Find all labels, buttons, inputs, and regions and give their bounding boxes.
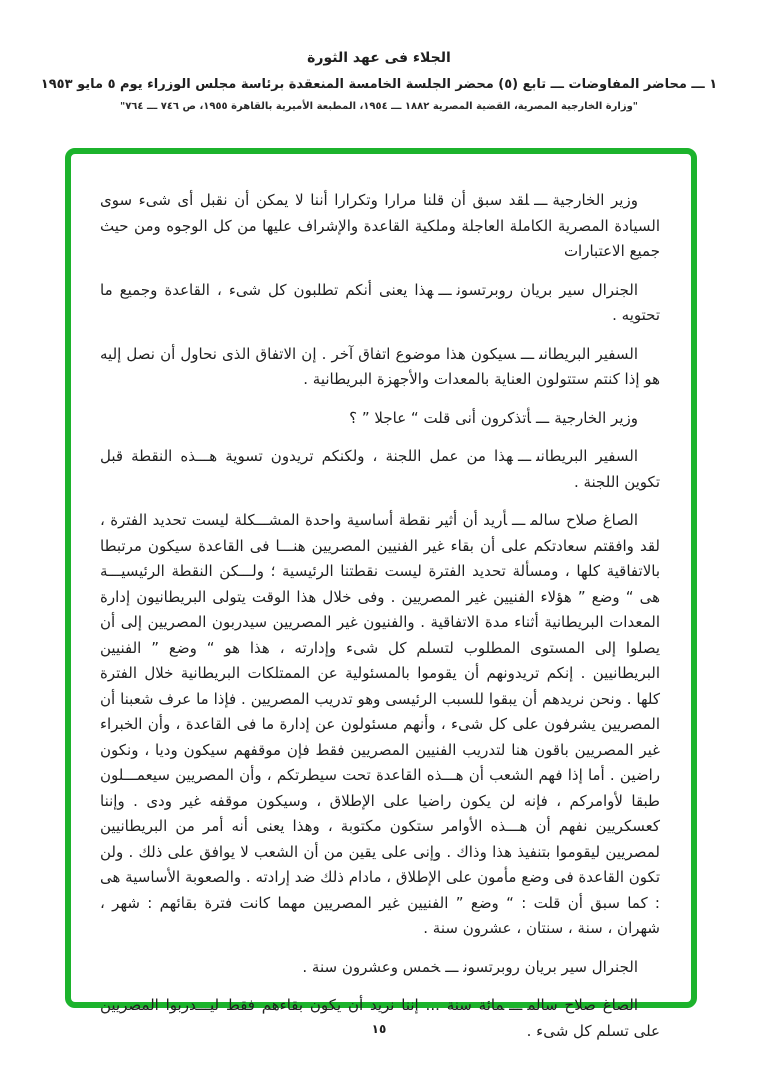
dialogue-paragraph [100, 342, 660, 393]
speaker-separator: ـــ [512, 511, 526, 529]
speaker-separator: ـــ [534, 191, 548, 209]
speaker-separator: ـــ [536, 408, 550, 427]
speech-text: سيكون هذا موضوع اتفاق آخر . إن الاتفاق الذى نحاول أن نصل إليه هو إذا كنتم ستتولون العناية بالمعدات والأجهزة البريطانية . [100, 344, 660, 388]
speaker-name: السفير البريطانى [539, 344, 639, 363]
speech-text: أريد أن أثير نقطة أساسية واحدة المشـــكلة ليست تحديد الفترة ، لقد وافقتم سعادتكم على أن بقاء غير الفنيين المصريين هنـــا فى القاعدة سيكون مرتبطا بالاتفاقية كلها ، ومسألة تحديد الفترة ليست نقطتنا الرئيسية ؛ ولـــكن النقطة الرئيسيـــة هى “ وضع ” هؤلاء الفنيين غير المصريين . وفى خلال هذا الوقت يتولى البريطانيون إدارة المعدات البريطانية أثناء مدة الاتفاقية . والفنيون غير المصريين سيدربون المصريين إلى أن يصلوا إلى المستوى المطلوب لتسلم كل شىء وإدارته ، هذا هو “ وضع ” الفنيين البريطانيين . إنكم تريدونهم أن يقوموا بالمسئولية عن الممتلكات البريطانية خلال الفترة كلها . ونحن نريدهم أن يبقوا للسبب الرئيسى وهو تدريب المصريين . فإذا ما عرف شعبنا أن المصريين يشرفون على كل شىء ، وأنهم مسئولون عن إدارة ما فى القاعدة ، وأن الخبراء غير المصريين باقون هنا لتدريب الفنيين المصريين فقط فإن موقفهم سيكون وديا ، ونكون راضين . أما إذا فهم الشعب أن هـــذه القاعدة تحت سيطرتكم ، وأن المصريين سيعمـــلون طبقا لأوامركم ، فإنه لن يكون راضيا على الإطلاق ، وسيكون موقفه غير ودى . وإننا كعسكريين نفهم أن هـــذه الأوامر ستكون مكتوبة ، وهذا يعنى أنه أمر من البريطانيين لمصريين ليقوموا بتنفيذ هذا وذاك . وإنى على يقين من أن الشعب لا يوافق على ذلك . ولن تكون القاعدة فى وضع مأمون على الإطلاق ، مادام ذلك ضد إرادته . والصعوبة الأساسية هى : كما سبق أن قلت : “ وضع ” الفنيين غير المصريين مهما كانت فترة بقائهم : شهر ، شهران ، سنة ، سنتان ، عشرون سنة . [100, 511, 660, 937]
source-citation: "وزارة الخارجية المصرية، القضية المصرية ١٨٨٢ ـــ ١٩٥٤، المطبعة الأميرية بالقاهرة ١٩٥٥، ص ٧٤٦ ـــ ٧٦٤" [119, 101, 639, 112]
speaker-name: وزير الخارجية [554, 408, 638, 427]
speech-text: خمس وعشرون سنة . [302, 957, 441, 976]
dialogue-paragraph [100, 955, 660, 981]
speech-text: أتذكرون أنى قلت “ عاجلا ” ؟ [349, 408, 532, 427]
speaker-name: الصاغ صلاح سالم [530, 511, 638, 529]
page-footer [0, 1022, 758, 1036]
speaker-separator: ـــ [517, 447, 532, 465]
speaker-separator: ـــ [509, 996, 523, 1014]
speaker-separator: ـــ [520, 344, 535, 363]
dialogue-paragraph [100, 188, 660, 265]
page-header [0, 50, 758, 112]
speaker-separator: ـــ [445, 957, 459, 976]
speaker-name: الجنرال سير بريان روبرتسون [463, 957, 638, 976]
page-number: ١٥ [371, 1022, 387, 1036]
session-heading: ١ ـــ محاضر المفاوضات ـــ تابع (٥) محضر الجلسة الخامسة المنعقدة برئاسة مجلس الوزراء يوم ٥ مايو ١٩٥٣ [40, 77, 718, 92]
speaker-separator: ـــ [438, 280, 452, 299]
speaker-name: السفير البريطانى [536, 447, 638, 465]
speaker-name: وزير الخارجية [552, 191, 638, 209]
dialogue-paragraph [100, 278, 660, 329]
speech-text: مائة سنة ... إننا نريد أن يكون بقاءهم فقط ليـــدربوا المصريين على تسلم كل شىء . [100, 996, 660, 1040]
speech-text: هذا يعنى أنكم تطلبون كل شىء ، القاعدة وجميع ما تحتويه . [100, 280, 660, 324]
speech-text: هذا من عمل اللجنة ، ولكنكم تريدون تسوية هـــذه النقطة قبل تكوين اللجنة . [100, 447, 660, 491]
dialogue-paragraph [100, 406, 660, 432]
speech-text: لقد سبق أن قلنا مرارا وتكرارا أننا لا يمكن أن نقبل أى شىء سوى السيادة المصرية الكاملة العاجلة وملكية القاعدة والإشراف عليها من كل الوجوه ومن حيث جميع الاعتبارات [100, 191, 660, 260]
speaker-name: الصاغ صلاح سالم [527, 996, 638, 1014]
book-title: الجلاء فى عهد الثورة [307, 50, 451, 66]
dialogue-paragraph [100, 508, 660, 942]
dialogue-paragraph [100, 444, 660, 495]
dialogue-paragraph [100, 993, 660, 1044]
speaker-name: الجنرال سير بريان روبرتسون [456, 280, 638, 299]
